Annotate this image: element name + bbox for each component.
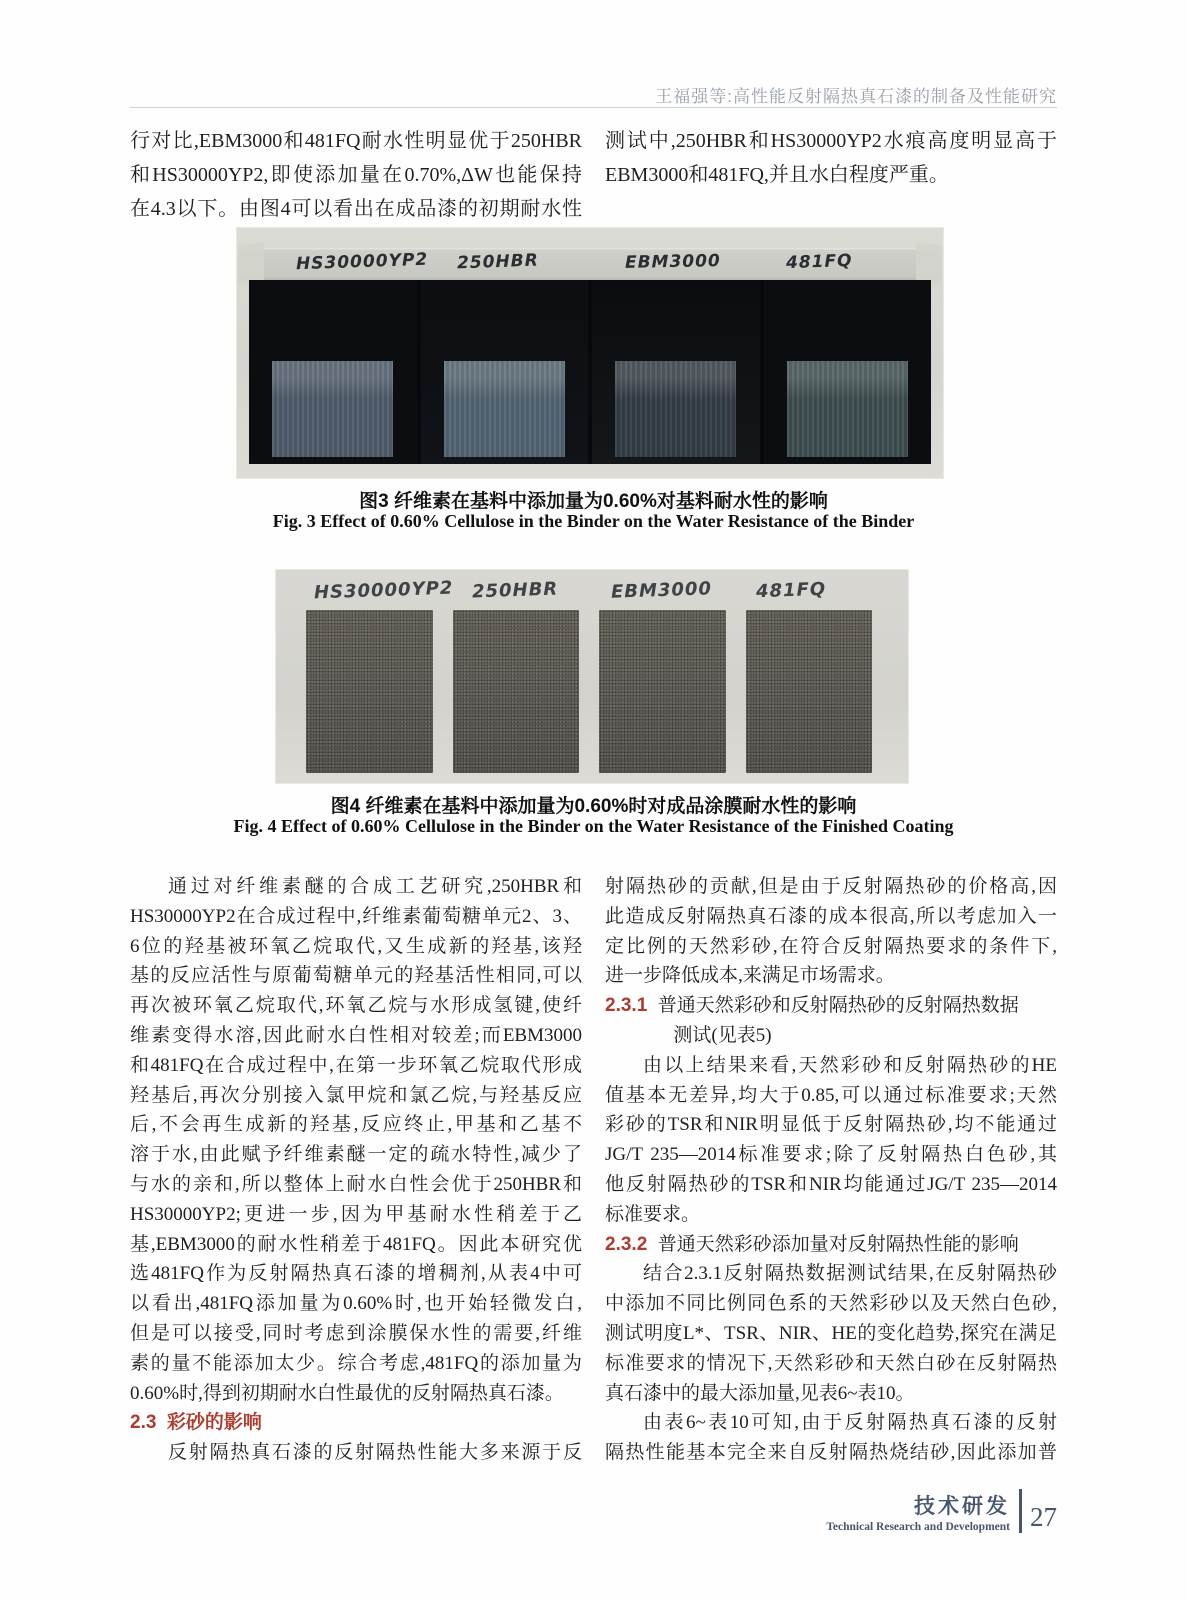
sand-slab [599, 610, 726, 773]
text-line: 由以上结果来看,天然彩砂和反射隔热砂的HE [643, 1054, 1057, 1076]
section-heading [130, 1408, 582, 1438]
text-line: 结合2.3.1反射隔热数据测试结果,在反射隔热砂 [643, 1263, 1057, 1285]
sand-slab [306, 610, 433, 773]
section-number: 2.3.1 [605, 995, 648, 1017]
figure4-slabs [306, 610, 872, 773]
water-whitening-patch [615, 361, 736, 457]
text-line: HS30000YP2在合成过程中,纤维素葡萄糖单元2、3、 [130, 905, 582, 927]
text-line: 反射隔热真石漆的反射隔热性能大多来源于反 [168, 1442, 582, 1464]
text-line: 射隔热砂的贡献,但是由于反射隔热砂的价格高,因 [605, 876, 1057, 897]
figure3-coated-panel [249, 280, 931, 464]
text-line: EBM3000和481FQ,并且水白程度严重。 [605, 164, 949, 186]
panel-section [588, 280, 760, 464]
figure4-caption-cn: 图4 纤维素在基料中添加量为0.60%时对成品涂膜耐水性的影响 [330, 796, 857, 817]
text-line: 以看出,481FQ添加量为0.60%时,也开始轻微发白, [130, 1293, 582, 1315]
text-line: 行对比,EBM3000和481FQ耐水性明显优于250HBR [130, 130, 582, 152]
text-line: 值基本无差异,均大于0.85,可以通过标准要求;天然 [605, 1084, 1057, 1106]
text-line: 选481FQ作为反射隔热真石漆的增稠剂,从表4中可 [130, 1263, 582, 1285]
text-line: 0.60%时,得到初期耐水白性最优的反射隔热真石漆。 [130, 1382, 564, 1404]
text-line: 素的量不能添加太少。综合考虑,481FQ的添加量为 [130, 1352, 582, 1374]
text-line: 标准要求。 [605, 1203, 701, 1225]
figure4-photo [276, 570, 908, 783]
footer-section [826, 1490, 1010, 1533]
text-line: 定比例的天然彩砂,在符合反射隔热要求的条件下, [605, 935, 1057, 957]
text-line: 羟基后,再次分别接入氯甲烷和氯乙烷,与羟基反应 [130, 1084, 582, 1106]
text-line: 测试中,250HBR和HS30000YP2水痕高度明显高于 [605, 130, 1057, 152]
text-line: 基,EBM3000的耐水性稍差于481FQ。因此本研究优 [130, 1233, 582, 1255]
slab-sample-label: 250HBR [471, 578, 559, 603]
text-line: 真石漆中的最大添加量,见表6~表10。 [605, 1382, 915, 1404]
text-line: 由表6~表10可知,由于反射隔热真石漆的反射 [643, 1412, 1057, 1434]
text-line: 测试明度L*、TSR、NIR、HE的变化趋势,探究在满足 [605, 1322, 1057, 1344]
text-line: 和HS30000YP2,即使添加量在0.70%,ΔW也能保持 [130, 164, 582, 186]
footer-divider [1019, 1489, 1022, 1533]
slab-sample-label: EBM3000 [610, 578, 713, 603]
text-line: 再次被环氧乙烷取代,环氧乙烷与水形成氢键,使纤 [130, 995, 582, 1017]
footer-section-en: Technical Research and Development [826, 1520, 1010, 1533]
masking-tape [240, 248, 940, 280]
figure3-caption-en: Fig. 3 Effect of 0.60% Cellulose in the Binder on the Water Resistance of the Binder [272, 511, 915, 531]
text-line: 和481FQ在合成过程中,在第一步环氧乙烷取代形成 [130, 1054, 582, 1076]
text-line: 但是可以接受,同时考虑到涂膜保水性的需要,纤维 [130, 1322, 582, 1344]
figure3-caption-cn: 图3 纤维素在基料中添加量为0.60%对基料耐水性的影响 [359, 491, 828, 512]
page-number: 27 [1030, 1502, 1057, 1532]
tape-sample-label: HS30000YP2 [295, 249, 429, 275]
running-head: 王福强等:高性能反射隔热真石漆的制备及性能研究 [655, 87, 1057, 106]
text-line: 隔热性能基本完全来自反射隔热烧结砂,因此添加普 [605, 1442, 1057, 1464]
section-number: 2.3 [130, 1412, 157, 1434]
text-line: 中添加不同比例同色系的天然彩砂以及天然白色砂, [605, 1293, 1057, 1315]
text-line: 维素变得水溶,因此耐水白性相对较差;而EBM3000 [130, 1024, 582, 1046]
water-whitening-patch [272, 361, 393, 457]
body-left-column [130, 872, 582, 1468]
intro-left-column [130, 124, 582, 226]
text-line: 通过对纤维素醚的合成工艺研究,250HBR和 [168, 876, 582, 897]
section-number: 2.3.2 [605, 1233, 648, 1255]
text-line: 标准要求的情况下,天然彩砂和天然白砂在反射隔热 [605, 1352, 1057, 1374]
body-right-column [605, 872, 1057, 1468]
text-line: 溶于水,由此赋予纤维素醚一定的疏水特性,减少了 [130, 1144, 582, 1166]
slab-sample-label: 481FQ [755, 578, 827, 603]
figure3-photo [237, 228, 943, 478]
section-title: 普通天然彩砂添加量对反射隔热性能的影响 [657, 1233, 1019, 1255]
text-line: 测试(见表5) [673, 1024, 772, 1046]
panel-section [417, 280, 589, 464]
tape-sample-label: 250HBR [456, 250, 540, 274]
section-title: 彩砂的影响 [166, 1412, 262, 1434]
text-line: JG/T 235—2014标准要求;除了反射隔热白色砂,其 [605, 1144, 1057, 1166]
header-rule [130, 107, 1057, 108]
intro-right-column [605, 124, 1057, 226]
text-line: 彩砂的TSR和NIR明显低于反射隔热砂,均不能通过 [605, 1114, 1057, 1136]
text-line: 在4.3以下。由图4可以看出在成品漆的初期耐水性 [130, 198, 582, 220]
tape-sample-label: 481FQ [785, 250, 853, 274]
sand-slab [746, 610, 873, 773]
text-line: 此造成反射隔热真石漆的成本很高,所以考虑加入一 [605, 905, 1057, 927]
figure4-caption-en: Fig. 4 Effect of 0.60% Cellulose in the Binder on the Water Resistance of the Finished Coating [233, 816, 954, 836]
text-line: 6位的羟基被环氧乙烷取代,又生成新的羟基,该羟 [130, 935, 582, 957]
text-line: 后,不会再生成新的羟基,反应终止,甲基和乙基不 [130, 1114, 582, 1136]
subsection-heading [605, 991, 1057, 1021]
text-line: 他反射隔热砂的TSR和NIR均能通过JG/T 235—2014 [605, 1173, 1057, 1195]
text-line: 进一步降低成本,来满足市场需求。 [605, 965, 895, 987]
body-columns [130, 872, 1057, 1468]
tape-sample-label: EBM3000 [624, 251, 721, 273]
intro-columns [130, 124, 1057, 226]
sand-slab [453, 610, 580, 773]
water-whitening-patch [787, 361, 908, 457]
text-line: 与水的亲和,所以整体上耐水白性会优于250HBR和 [130, 1173, 582, 1195]
subsection-heading [605, 1230, 1057, 1260]
page-footer [826, 1489, 1057, 1533]
slab-sample-label: HS30000YP2 [313, 577, 454, 604]
text-line: HS30000YP2;更进一步,因为甲基耐水性稍差于乙 [130, 1203, 582, 1225]
text-line: 基的反应活性与原葡萄糖单元的羟基活性相同,可以 [130, 965, 582, 987]
section-title: 普通天然彩砂和反射隔热砂的反射隔热数据 [657, 995, 1019, 1017]
panel-section [249, 280, 417, 464]
footer-section-cn: 技术研发 [914, 1494, 1010, 1518]
panel-section [760, 280, 932, 464]
water-whitening-patch [444, 361, 565, 457]
